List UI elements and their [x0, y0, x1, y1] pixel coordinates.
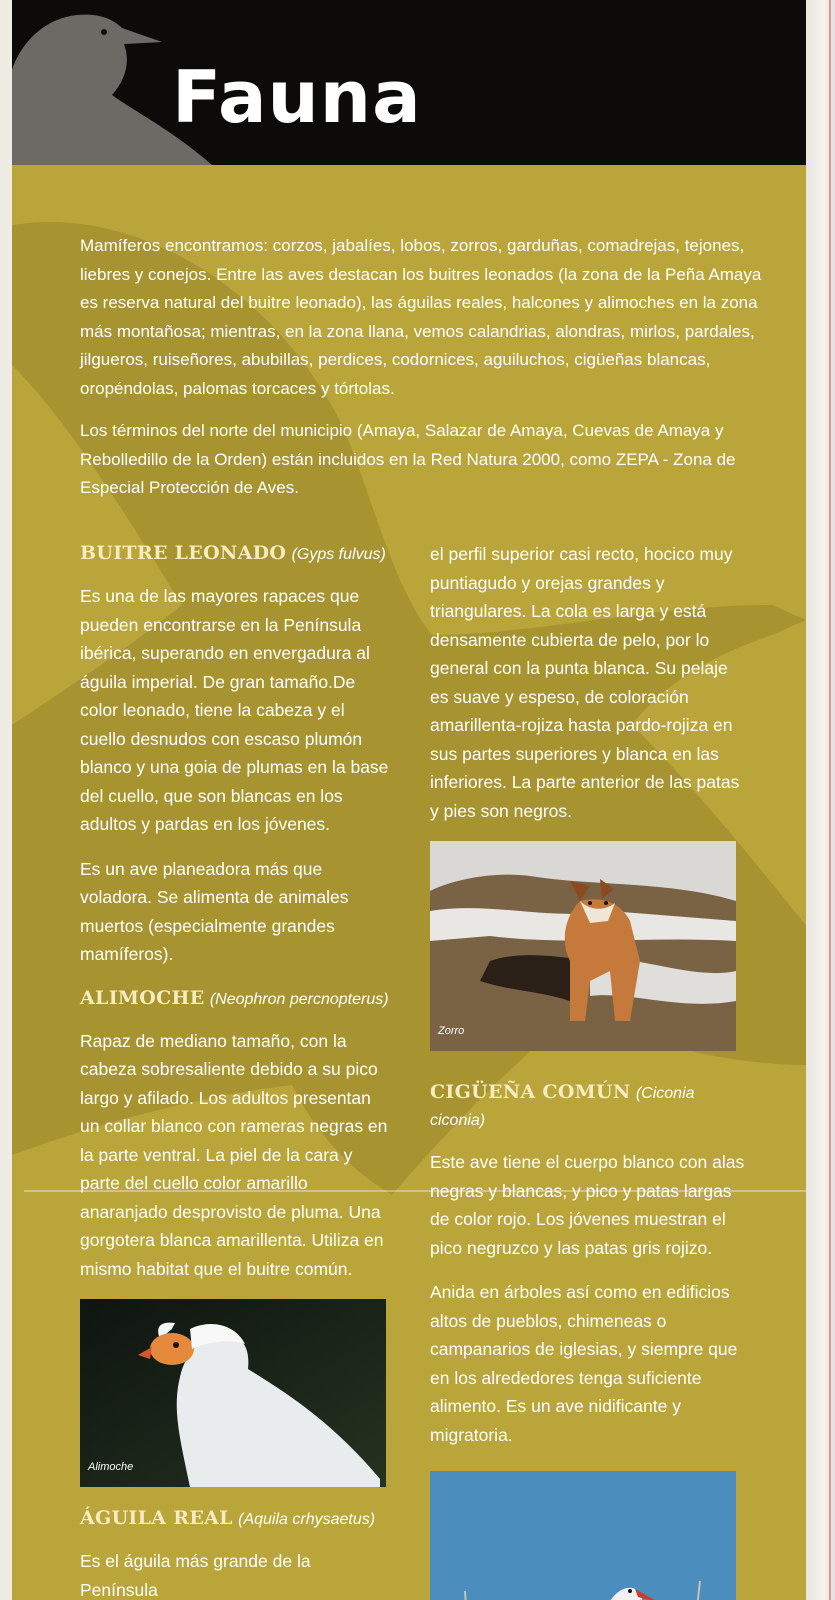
brochure-page — [12, 0, 806, 1600]
buitre-paragraph: Es una de las mayores rapaces que pueden encontrarse en la Península ibérica, superando en envergadura al águila imperial. De gran tamaño.De color leonado, tiene la cabeza y el cuello desnudos con escaso plumón blanco y una goia de plumas en la base del cuello, que son blancas en los adultos y pardas en los jóvenes. — [80, 586, 389, 834]
zorro-paragraph: el perfil superior casi recto, hocico muy puntiagudo y orejas grandes y triangulares. La cola es larga y está densamente cubierta de pelo, por lo general con la punta blanca. Su pelaje es suave y espeso, de coloración amarillenta-rojiza hasta pardo-rojiza en sus partes superiores y blanca en las inferiores. La parte anterior de las patas y pies son negros. — [430, 544, 740, 821]
page-title: Fauna — [172, 55, 422, 139]
intro-text — [80, 232, 766, 517]
scientific-name: (Aquila crhysaetus) — [238, 1511, 376, 1528]
common-name: ALIMOCHE — [80, 986, 205, 1009]
photo-caption: Zorro — [438, 1024, 465, 1037]
section-heading-alimoche — [80, 985, 390, 1013]
header-band — [12, 0, 806, 165]
intro-paragraph: Los términos del norte del municipio (Amaya, Salazar de Amaya, Cuevas de Amaya y Rebolledillo de la Orden) están incluidos en la Red Natura 2000, como ZEPA - Zona de Especial Protección de Aves. — [80, 421, 736, 497]
zorro-photo — [430, 841, 736, 1051]
stork-photo-icon — [430, 1471, 736, 1600]
left-column — [80, 540, 390, 1600]
alimoche-photo — [80, 1299, 386, 1487]
buitre-paragraph: Es un ave planeadora más que voladora. Se alimenta de animales muertos (especialmente grandes mamíferos). — [80, 858, 349, 964]
page-left-edge — [0, 0, 12, 1600]
common-name: BUITRE LEONADO — [80, 542, 287, 564]
section-heading-buitre — [80, 540, 390, 568]
fox-photo-icon — [430, 841, 736, 1051]
paper-fold-line — [24, 1190, 806, 1192]
alimoche-paragraph: Rapaz de mediano tamaño, con la cabeza sobresaliente debido a su pico largo y afilado. Los adultos presentan un collar blanco con rameras negras en la parte ventral. La piel de la cara y parte del cuello color amarillo anaranjado desprovisto de pluma. Una gorgotera blanca amarillenta. Utiliza en mismo habitat que el buitre común. — [80, 1030, 388, 1279]
ciguena-paragraph: Este ave tiene el cuerpo blanco con alas negras y blancas, y pico y patas largas de color rojo. Los jóvenes muestran el pico negruzco y las patas gris rojizo. — [430, 1152, 745, 1258]
section-heading-ciguena — [430, 1079, 746, 1134]
section-heading-aguila — [80, 1505, 390, 1533]
scientific-name: (Ciconia ciconia) — [430, 1085, 695, 1129]
intro-paragraph: Mamíferos encontramos: corzos, jabalíes, lobos, zorros, garduñas, comadrejas, tejones, liebres y conejos. Entre las aves destacan los buitres leonados (la zona de la Peña Amaya es reserva natural del buitre leonado), las águilas reales, halcones y alimoches en la zona más montañosa; mientras, en la zona llana, vemos calandrias, alondras, mirlos, pardales, jilgueros, ruiseñores, abubillas, perdices, codornices, aguiluchos, cigüeñas blancas, oropéndolas, palomas torcaces y tórtolas. — [80, 236, 762, 398]
scientific-name: (Gyps fulvus) — [291, 546, 386, 563]
ciguena-photo — [430, 1471, 736, 1600]
page-right-edge — [806, 0, 835, 1600]
common-name: ÁGUILA REAL — [80, 1507, 233, 1529]
aguila-paragraph: Es el águila más grande de la Península — [80, 1551, 311, 1600]
scientific-name: (Neophron percnopterus) — [209, 990, 389, 1008]
right-column — [430, 540, 746, 1600]
common-name: CIGÜEÑA COMÚN — [430, 1081, 631, 1103]
ciguena-paragraph: Anida en árboles así como en edificios altos de pueblos, chimeneas o campanarios de iglesias, y siempre que en los alrededores tenga suficiente alimento. Es un ave nidificante y migratoria. — [430, 1282, 738, 1445]
photo-caption: Alimoche — [88, 1460, 134, 1473]
